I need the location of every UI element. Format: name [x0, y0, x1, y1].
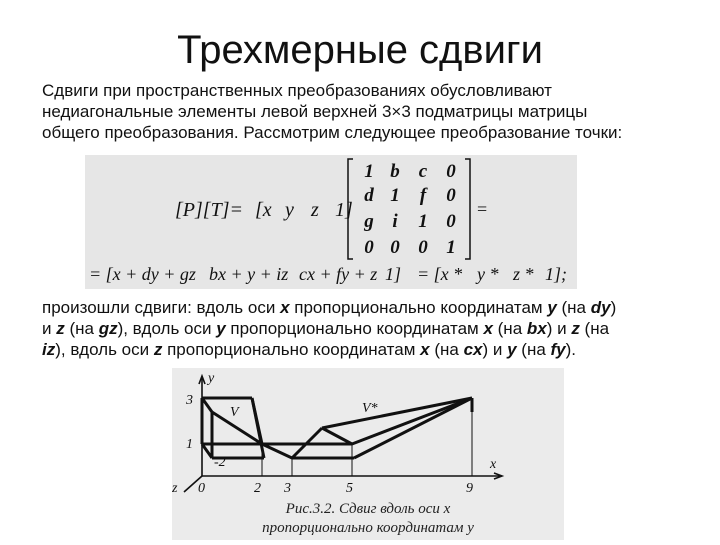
svg-text:0: 0: [364, 237, 374, 258]
intro-line: Сдвиги при пространственных преобразованиях обусловливают: [42, 81, 552, 100]
svg-text:z *: z *: [513, 264, 534, 284]
axis-x-label: x: [490, 457, 497, 472]
intro-line: недиагональные элементы левой верхней 3×3 подматрицы матрицы: [42, 102, 588, 121]
explanation-line: iz), вдоль оси z пропорционально координатам x (на cx) и y (на fy).: [42, 340, 577, 359]
figure-svg: [172, 368, 564, 540]
svg-text:g: g: [364, 211, 374, 232]
z-tick: -2: [214, 455, 226, 470]
svg-text:1: 1: [364, 161, 374, 182]
svg-text:1];: 1];: [545, 264, 567, 284]
explanation-line: и z (на gz), вдоль оси y пропорционально координатам x (на bx) и z (на: [42, 319, 610, 338]
point-row-w: 1]: [335, 199, 353, 221]
slide-title: Трехмерные сдвиги: [177, 28, 543, 72]
svg-text:= [x *: = [x *: [417, 264, 463, 284]
y-tick: 1: [186, 437, 193, 452]
svg-text:b: b: [390, 161, 400, 182]
svg-text:0: 0: [418, 237, 428, 258]
label-v: V: [230, 405, 239, 420]
equation-image: [85, 155, 577, 289]
matrix-cells: [363, 161, 456, 258]
svg-text:0: 0: [390, 237, 400, 258]
x-tick: 0: [198, 481, 205, 496]
figure-axes: [184, 376, 502, 492]
x-tick: 3: [284, 481, 291, 496]
svg-text:0: 0: [446, 211, 456, 232]
result-row: [89, 264, 567, 284]
svg-text:1: 1: [418, 211, 428, 232]
equation-lhs: [P][T]=: [175, 199, 243, 221]
intro-line: общего преобразования. Рассмотрим следующее преобразование точки:: [42, 123, 623, 142]
equation-svg: [85, 155, 577, 289]
svg-text:y *: y *: [477, 264, 499, 284]
axis-y-label: y: [208, 371, 215, 386]
svg-text:bx + y + iz: bx + y + iz: [209, 264, 289, 284]
axis-z-label: z: [172, 481, 178, 496]
explanation-line: произошли сдвиги: вдоль оси x пропорционально координатам y (на dy): [42, 298, 617, 317]
svg-text:cx + fy + z: cx + fy + z: [299, 264, 378, 284]
svg-text:= [x + dy + gz: = [x + dy + gz: [89, 264, 196, 284]
shear-figure: [172, 368, 564, 540]
svg-text:i: i: [392, 211, 398, 232]
svg-text:0: 0: [446, 185, 456, 206]
svg-text:1: 1: [446, 237, 456, 258]
svg-text:c: c: [418, 161, 428, 182]
intro-paragraph: [42, 80, 682, 143]
x-tick: 9: [466, 481, 473, 496]
point-row-z: z: [311, 199, 319, 221]
svg-text:f: f: [419, 185, 427, 206]
figure-caption-line: Рис.3.2. Сдвиг вдоль оси x: [285, 501, 451, 517]
label-vstar: V*: [362, 401, 378, 416]
svg-text:d: d: [364, 185, 374, 206]
point-row-x: [x: [255, 199, 272, 221]
svg-text:0: 0: [446, 161, 456, 182]
x-tick: 2: [254, 481, 261, 496]
explanation-paragraph: [42, 297, 682, 360]
x-tick: 5: [346, 481, 353, 496]
svg-text:1]: 1]: [385, 264, 402, 284]
svg-text:1: 1: [390, 185, 400, 206]
figure-caption-line: пропорционально координатам y: [262, 520, 474, 536]
point-row-y: y: [285, 199, 294, 221]
equation-equals: =: [477, 199, 488, 219]
y-tick: 3: [186, 393, 193, 408]
